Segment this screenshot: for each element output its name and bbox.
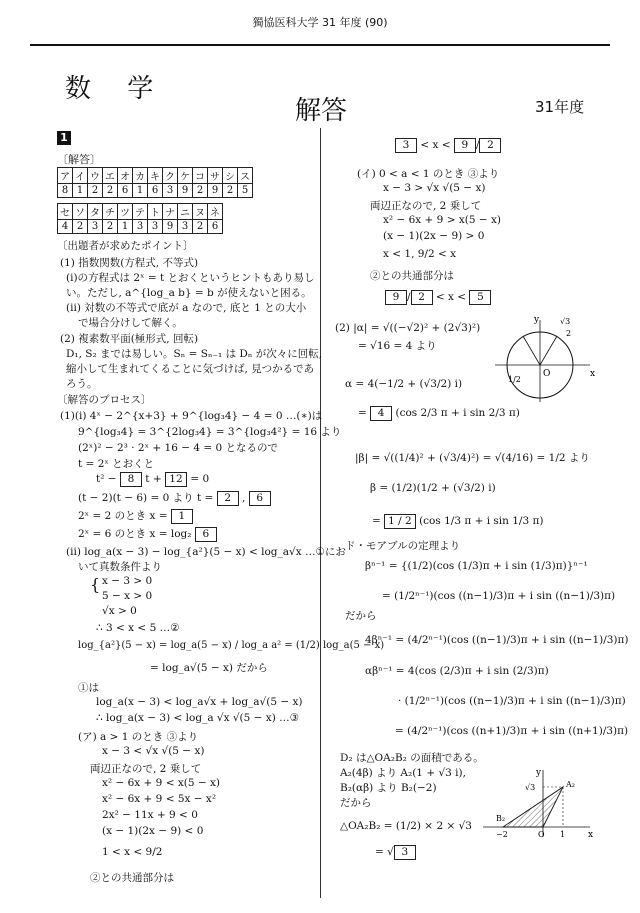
- proc-line: = log_a√(5 − x) だから: [150, 662, 268, 674]
- radius-line: [523, 336, 540, 365]
- answer-key-cell: ケ: [178, 168, 193, 184]
- answer-value-cell: 1: [133, 184, 148, 198]
- answer-box: 8: [120, 472, 142, 487]
- answer-table-2-keys: [58, 204, 223, 220]
- proc-line: 両辺正なので, 2 乗して: [370, 200, 482, 212]
- answer-key-cell: テ: [133, 204, 148, 220]
- answer-table-2-values: [58, 220, 223, 234]
- proc-line: = (4/2ⁿ⁻¹)(cos ((n+1)/3)π + i sin ((n+1)/3)π): [395, 725, 629, 737]
- proc-line: (ii) log_a(x − 3) − log_{a²}(5 − x) < log_a√x …①にお: [66, 546, 346, 558]
- answer-box: 2: [411, 290, 433, 305]
- answer-key-cell: ヌ: [193, 204, 208, 220]
- answer-value-cell: 9: [163, 220, 178, 234]
- proc-line: x < 1, 9/2 < x: [383, 248, 457, 260]
- subject-title: 数 学: [65, 74, 168, 104]
- proc-line: α = 4(−1/2 + (√3/2) i): [345, 378, 463, 390]
- proc-line: A₂(4β) より A₂(1 + √3 i),: [340, 767, 466, 779]
- proc-line: x − 3 > √x √(5 − x): [383, 182, 486, 194]
- B2-label: B₂: [496, 814, 506, 823]
- y-label: y: [534, 315, 540, 325]
- proc-line-boxed: [78, 508, 193, 524]
- proc-line: (2) |α| = √((−√2)² + (2√3)²): [335, 322, 481, 334]
- point-1c: (ii) 対数の不等式で底が a なので, 底と 1 との大小: [66, 302, 307, 314]
- answer-key-cell: カ: [133, 168, 148, 184]
- answer-value-cell: 2: [103, 184, 118, 198]
- answer-value-cell: 6: [208, 220, 223, 234]
- text: 2ˣ = 2 のとき x =: [78, 510, 168, 522]
- proc-line: log_a(x − 3) < log_a√x + log_a√(5 − x): [96, 696, 303, 708]
- minus2-label: −2: [496, 830, 508, 839]
- proc-line: だから: [340, 797, 372, 809]
- proc-line: (x − 1)(2x − 9) > 0: [383, 230, 485, 242]
- answer-value-cell: 3: [178, 220, 193, 234]
- answer-key-cell: ツ: [118, 204, 133, 220]
- answer-box: 9: [454, 138, 476, 153]
- answer-box: 12: [165, 472, 187, 487]
- proc-line: 2x² − 11x + 9 < 0: [102, 809, 198, 821]
- text: < x <: [435, 291, 467, 303]
- text: < x <: [420, 139, 451, 151]
- y-label: y: [536, 768, 542, 778]
- text: 2ˣ = 6 のとき x = log₂: [78, 528, 192, 540]
- text: = √: [375, 846, 394, 858]
- answer-value-cell: 6: [148, 184, 163, 198]
- point-1b: い。ただし, a^{log_a b} = b が使えないと困る。: [66, 287, 312, 299]
- answer-value-cell: 1: [73, 184, 88, 198]
- A2-label: A₂: [566, 780, 575, 789]
- proc-line: |β| = √((1/4)² + (√3/4)²) = √(4/16) = 1/2 より: [355, 452, 590, 464]
- proc-line: B₂(αβ) より B₂(−2): [340, 782, 437, 794]
- answer-key-cell: エ: [103, 168, 118, 184]
- proc-line-boxed: 9 / 2 < x < 5: [385, 290, 491, 305]
- proc-line: (1)(i) 4ˣ − 2^{x+3} + 9^{log₃4} − 4 = 0 …(∗)は: [60, 410, 323, 422]
- proc-line: (イ) 0 < a < 1 のとき ③より: [357, 168, 500, 180]
- point-1d: で場合分けして解く。: [78, 317, 183, 329]
- year-label: 31年度: [535, 98, 585, 116]
- text: (t − 2)(t − 6) = 0 より t =: [78, 492, 214, 504]
- point-1a: (i)の方程式は 2ˣ = t とおくというヒントもあり易し: [66, 272, 315, 284]
- answer-box: 6: [249, 491, 271, 506]
- proc-line: = √16 = 4 より: [358, 340, 437, 352]
- proc-line: √x > 0: [102, 605, 137, 617]
- proc-line: 1 < x < 9/2: [102, 846, 163, 858]
- answer-value-cell: 3: [133, 220, 148, 234]
- proc-line: ∴ log_a(x − 3) < log_a √x √(5 − x) …③: [96, 712, 300, 724]
- sqrt3-label: √3: [560, 317, 571, 326]
- point-2a: D₁, S₂ までは易しい。Sₙ = Sₙ₋₁ は Dₙ が次々に回転,: [66, 348, 323, 360]
- circle-figure: [490, 310, 600, 405]
- point-1: (1) 指数関数(方程式, 不等式): [60, 257, 199, 269]
- answer-value-cell: 1: [118, 220, 133, 234]
- answer-key-cell: ト: [148, 204, 163, 220]
- answer-label: 〔解答〕: [57, 153, 101, 166]
- proc-line: 4βⁿ⁻¹ = (4/2ⁿ⁻¹)(cos ((n−1)/3)π + i sin ((n−1)/3)π): [365, 634, 629, 646]
- answer-box: 1: [171, 509, 193, 524]
- answer-box: 4: [370, 406, 392, 421]
- answer-key-cell: ス: [238, 168, 253, 184]
- text: t +: [145, 473, 162, 485]
- answer-value-cell: 6: [118, 184, 133, 198]
- answer-key-cell: タ: [88, 204, 103, 220]
- proc-line: βⁿ⁻¹ = {(1/2)(cos (1/3)π + i sin (1/3)π)}ⁿ⁻¹: [365, 560, 588, 572]
- answer-key-cell: セ: [58, 204, 73, 220]
- proc-line-boxed: [372, 514, 544, 529]
- proc-line: ド・モアブルの定理より: [345, 540, 461, 552]
- answer-key-cell: オ: [118, 168, 133, 184]
- proc-line: x − 3 < √x √(5 − x): [102, 745, 205, 757]
- proc-line: 9^{log₃4} = 3^{2log₃4} = 3^{log₃4²} = 16 より: [78, 426, 342, 438]
- text: (cos 2/3 π + i sin 2/3 π): [395, 407, 520, 419]
- proc-line: ∴ 3 < x < 5 …②: [96, 622, 180, 634]
- point-2: (2) 複素数平面(極形式, 回転): [60, 333, 199, 345]
- proc-line: = (1/2ⁿ⁻¹)(cos ((n−1)/3)π + i sin ((n−1)/3)π): [382, 590, 616, 602]
- proc-line: ②との共通部分は: [370, 270, 454, 282]
- answer-value-cell: 3: [88, 220, 103, 234]
- origin-label: O: [538, 830, 545, 839]
- proc-line: x² − 6x + 9 > x(5 − x): [383, 214, 502, 226]
- answer-key-cell: ナ: [163, 204, 178, 220]
- two-label: 2: [566, 329, 572, 338]
- point-2b: 縮小して生まれてくることに気づけば, 見つかるであ: [66, 363, 315, 375]
- answer-table-2: [57, 203, 223, 234]
- answer-key-cell: サ: [208, 168, 223, 184]
- half-label: 1/2: [508, 375, 521, 384]
- proc-line: ②との共通部分は: [90, 872, 174, 884]
- x-label: x: [590, 369, 596, 379]
- process-title: 〔解答のプロセス〕: [57, 394, 152, 406]
- proc-line: △OA₂B₂ = (1/2) × 2 × √3: [340, 820, 472, 832]
- answer-title: 解答: [295, 96, 348, 126]
- answer-value-cell: 5: [238, 184, 253, 198]
- text: =: [358, 407, 371, 419]
- answer-value-cell: 2: [103, 220, 118, 234]
- answer-value-cell: 3: [148, 220, 163, 234]
- answer-key-cell: ウ: [88, 168, 103, 184]
- proc-line-boxed: [375, 845, 416, 860]
- answer-value-cell: 2: [193, 220, 208, 234]
- one-label: 1: [560, 830, 566, 839]
- answer-table-1: [57, 167, 253, 198]
- proc-line: x² − 6x + 9 < 5x − x²: [102, 793, 217, 805]
- header-rule: [30, 44, 610, 46]
- proc-line: 両辺正なので, 2 乗して: [90, 763, 202, 775]
- answer-table-1-values: [58, 184, 253, 198]
- answer-key-cell: ア: [58, 168, 73, 184]
- text: =: [372, 515, 381, 527]
- proc-line: · (1/2ⁿ⁻¹)(cos ((n−1)/3)π + i sin ((n−1)/3)π): [398, 695, 626, 707]
- text: (cos 1/3 π + i sin 1/3 π): [419, 515, 544, 527]
- answer-value-cell: 4: [58, 220, 73, 234]
- origin-label: O: [543, 369, 551, 379]
- problem-number-badge: 1: [57, 131, 71, 145]
- answer-box: 6: [195, 527, 217, 542]
- page-header: 獨協医科大学 31 年度 (90): [252, 16, 388, 29]
- answer-box: 9: [385, 290, 407, 305]
- answer-value-cell: 3: [163, 184, 178, 198]
- triangle-OA2B2: [503, 787, 563, 827]
- text: t² −: [96, 473, 117, 485]
- proc-line: log_{a²}(5 − x) = log_a(5 − x) / log_a a² = (1/2) log_a(5 − x): [78, 640, 385, 651]
- x-label: x: [588, 830, 594, 840]
- proc-line: x² − 6x + 9 < x(5 − x): [102, 777, 221, 789]
- answer-key-cell: コ: [193, 168, 208, 184]
- answer-key-cell: ソ: [73, 204, 88, 220]
- text: = 0: [190, 473, 210, 485]
- answer-key-cell: キ: [148, 168, 163, 184]
- proc-line: だから: [345, 610, 377, 622]
- answer-key-cell: シ: [223, 168, 238, 184]
- brace: {: [90, 575, 101, 594]
- answer-value-cell: 9: [178, 184, 193, 198]
- proc-line-boxed: [78, 526, 217, 542]
- sqrt3-label: √3: [525, 783, 536, 792]
- point-2c: ろう。: [66, 378, 98, 390]
- proc-line: ①は: [78, 682, 99, 694]
- answer-box: 1 / 2: [384, 514, 416, 529]
- answer-key-cell: ニ: [178, 204, 193, 220]
- answer-key-cell: ク: [163, 168, 178, 184]
- proc-line: D₂ は△OA₂B₂ の面積である。: [340, 752, 484, 764]
- proc-line: αβⁿ⁻¹ = 4(cos (2/3)π + i sin (2/3)π): [365, 665, 549, 677]
- proc-line: β = (1/2)(1/2 + (√3/2) i): [370, 482, 496, 494]
- radius-line: [540, 336, 557, 365]
- proc-line: (x − 1)(2x − 9) < 0: [102, 825, 204, 837]
- proc-line: x − 3 > 0: [102, 575, 153, 587]
- answer-box: 5: [469, 290, 491, 305]
- text: ,: [242, 492, 246, 504]
- answer-value-cell: 2: [88, 184, 103, 198]
- proc-line: (ア) a > 1 のとき ③より: [78, 731, 199, 743]
- answer-value-cell: 2: [193, 184, 208, 198]
- answer-key-cell: ネ: [208, 204, 223, 220]
- triangle-figure: [478, 765, 598, 840]
- answer-box: 2: [479, 138, 501, 153]
- answer-key-cell: チ: [103, 204, 118, 220]
- proc-line: いて真数条件より: [78, 561, 162, 573]
- point-title: 〔出題者が求めたポイント〕: [57, 240, 194, 252]
- proc-line: (2ˣ)² − 2³ · 2ˣ + 16 − 4 = 0 となるので: [78, 442, 279, 454]
- proc-line: 5 − x > 0: [102, 590, 153, 602]
- answer-value-cell: 9: [208, 184, 223, 198]
- answer-box: 2: [217, 491, 239, 506]
- answer-table-1-keys: [58, 168, 253, 184]
- answer-value-cell: 8: [58, 184, 73, 198]
- proc-line-boxed: [78, 490, 271, 506]
- answer-box: 3: [395, 138, 417, 153]
- proc-line-boxed: [96, 472, 209, 487]
- column-divider: [320, 128, 321, 898]
- proc-line-boxed: [358, 406, 520, 421]
- answer-value-cell: 2: [73, 220, 88, 234]
- proc-line: t = 2ˣ とおくと: [78, 458, 155, 470]
- proc-line-boxed: 3 < x < 9 / 2: [395, 138, 501, 153]
- answer-value-cell: 2: [223, 184, 238, 198]
- answer-key-cell: イ: [73, 168, 88, 184]
- answer-box: 3: [394, 845, 416, 860]
